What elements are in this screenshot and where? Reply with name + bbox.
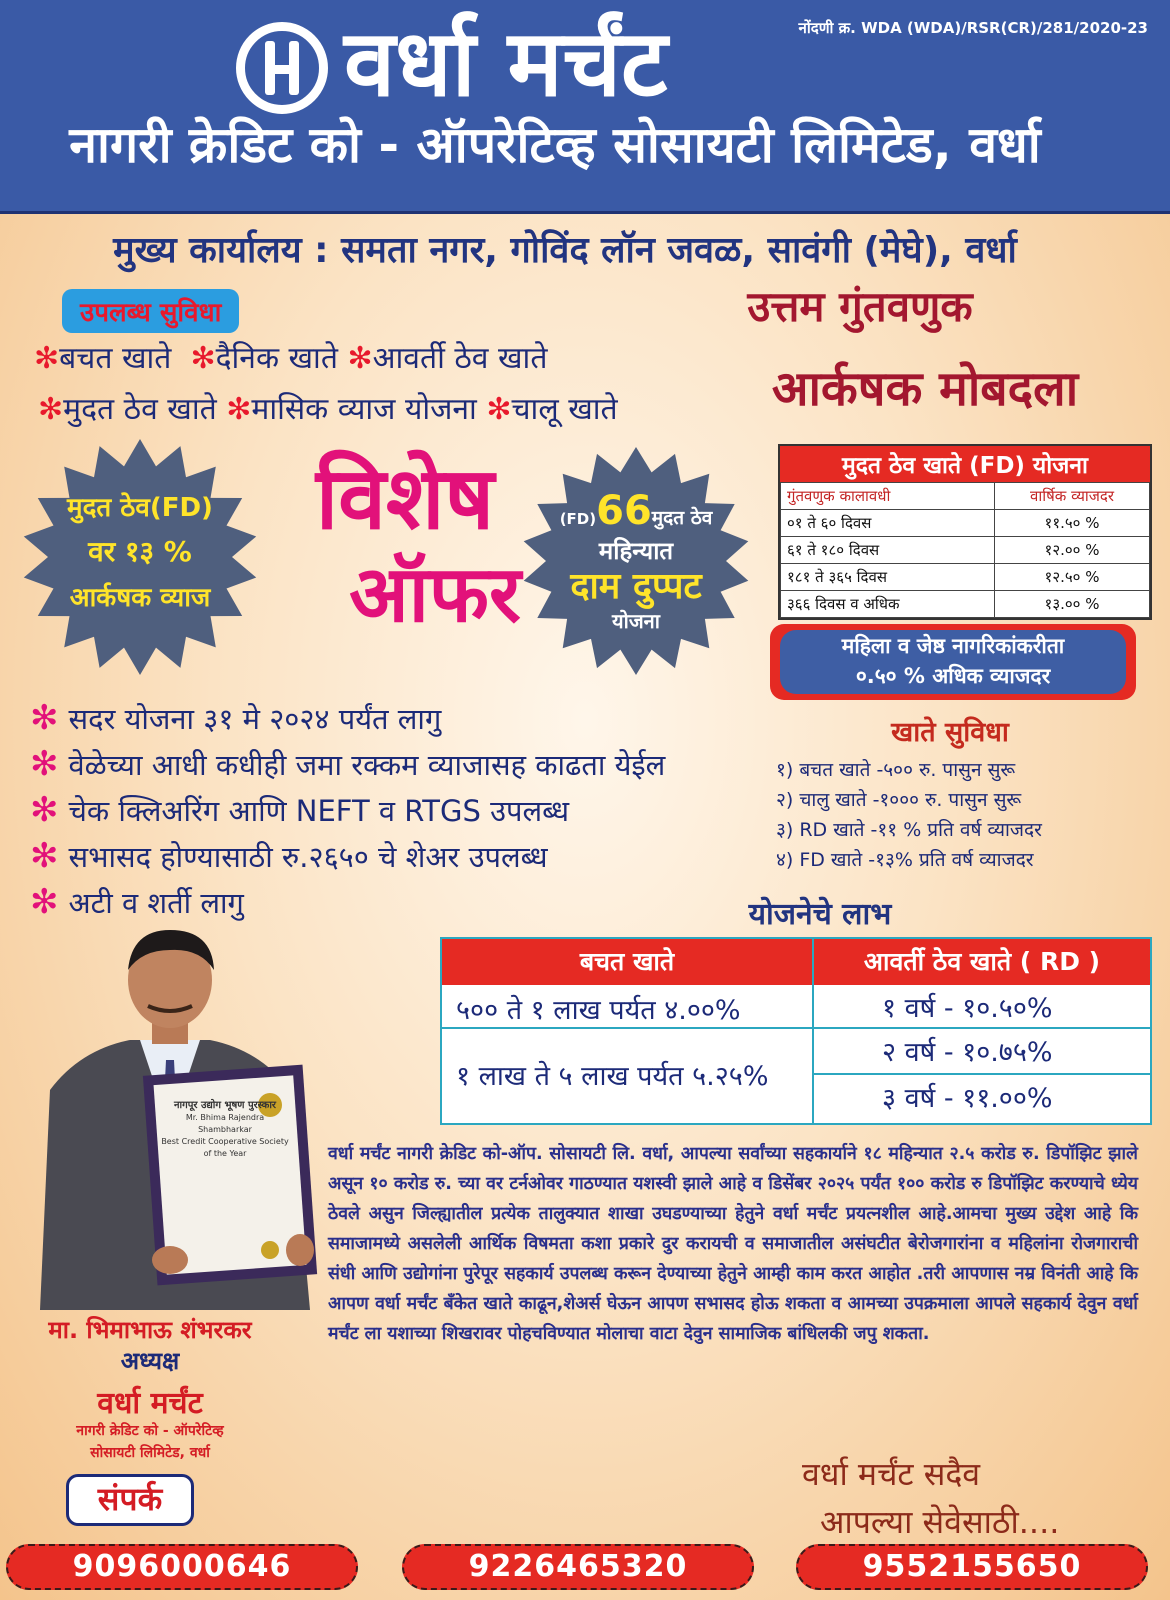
fd-table-header: गुंतवणुक कालावधी [781,483,995,510]
chairman-name: मा. भिमाभाऊ शंभरकर [48,1316,252,1344]
bullet-text: चेक क्लिअरिंग आणि NEFT व RTGS उपलब्ध [68,794,570,828]
bullet-text: सभासद होण्यासाठी रु.२६५० चे शेअर उपलब्ध [68,840,548,874]
scheme-bullet [30,698,441,738]
double-badge-line3: दाम दुप्पट [570,566,702,607]
asterisk-icon: ✻ [226,392,252,427]
head-office-address: मुख्य कार्यालय : समता नगर, गोविंद लॉन जवळ, सावंगी (मेघे), वर्धा [113,230,1017,271]
motto-line1: वर्धा मर्चंट सदैव [802,1455,981,1493]
best-investment-heading: उत्तम गुंतवणुक [747,282,973,331]
facility-item: मुदत ठेव खाते [63,392,217,427]
fd-period: १८१ ते ३६५ दिवस [781,564,995,591]
contact-label: संपर्क [66,1474,194,1526]
fd-period: ६१ ते १८० दिवस [781,537,995,564]
facility-item: मासिक व्याज योजना [251,392,477,427]
attractive-return-heading: आर्कषक मोबदला [771,361,1079,417]
org-sub-line2: सोसायटी लिमिटेड, वर्धा [90,1445,210,1461]
double-badge-prefix: (FD) [559,510,597,528]
account-facility-item: २) चालु खाते -१००० रु. पासुन सुरू [776,789,1022,811]
phone-number[interactable]: 9552155650 [796,1544,1148,1590]
fd-rate-table [778,444,1152,620]
benefits-table [440,937,1152,1125]
asterisk-icon: ✻ [30,790,59,830]
benefits-title: योजनेचे लाभ [748,897,892,932]
savings-rate-row: १ लाख ते ५ लाख पर्यत ५.२५% [456,1061,769,1092]
registration-number: नोंदणी क्र. WDA (WDA)/RSR(CR)/281/2020-23 [798,19,1148,37]
fd-rate: १२.०० % [995,537,1150,564]
women-offer-line2: ०.५० % अधिक व्याजदर [855,664,1051,688]
fd-table-header: वार्षिक व्याजदर [995,483,1150,510]
society-title: वर्धा मर्चंट [344,10,668,117]
rd-rate-row: २ वर्ष - १०.७५% [882,1037,1053,1068]
account-facility-item: १) बचत खाते -५०० रु. पासुन सुरू [776,759,1016,781]
table-row [781,564,1150,591]
women-senior-offer [770,624,1136,700]
special-offer-line1: विशेष [315,449,495,549]
fd-badge-line3: आर्कषक व्याज [69,583,211,613]
account-facility-item: ३) RD खाते -११ % प्रति वर्ष व्याजदर [776,819,1042,841]
double-badge-suffix: मुदत ठेव [651,507,713,529]
rd-rate-row: ३ वर्ष - ११.००% [882,1083,1053,1114]
header-banner [0,0,1170,214]
scheme-bullet [30,790,569,830]
asterisk-icon: ✻ [30,882,59,922]
asterisk-icon: ✻ [486,392,512,427]
bullet-text: सदर योजना ३१ मे २०२४ पर्यंत लागु [68,702,442,736]
double-badge-line4: योजना [612,608,660,633]
special-offer-line2: ऑफर [349,550,521,640]
bullet-text: वेळेच्या आधी कधीही जमा रक्कम व्याजासह काढता येईल [68,748,666,782]
table-row [781,591,1150,618]
asterisk-icon: ✻ [30,744,59,784]
award-certificate-text [160,1100,290,1160]
motto-line2: आपल्या सेवेसाठी.... [820,1503,1060,1541]
facilities-line-2 [38,387,618,428]
fd-period: ३६६ दिवस व अधिक [781,591,995,618]
account-facilities-title: खाते सुविधा [891,717,1009,748]
women-offer-line1: महिला व जेष्ठ नागरिकांकरीता [841,634,1065,658]
asterisk-icon: ✻ [30,836,59,876]
fd-rate: १२.५० % [995,564,1150,591]
rd-rate-row: १ वर्ष - १०.५०% [882,993,1053,1024]
double-money-text [530,488,742,634]
fd-rate: १३.०० % [995,591,1150,618]
asterisk-icon: ✻ [34,341,60,376]
account-facility-item: ४) FD खाते -१३% प्रति वर्ष व्याजदर [776,849,1034,871]
table-row [781,537,1150,564]
facilities-line-1 [34,336,547,377]
asterisk-icon: ✻ [347,341,373,376]
society-logo-icon [236,22,328,114]
award-category: Best Credit Cooperative Society of the Year [161,1137,289,1158]
facility-item: दैनिक खाते [215,341,338,376]
fd-table-title: मुदत ठेव खाते (FD) योजना [780,446,1150,482]
fd-badge-text [30,488,250,614]
org-sub-line1: नागरी क्रेडिट को - ऑपरेटिव्ह [76,1423,224,1439]
double-badge-line2: महिन्यात [598,537,674,565]
double-badge-months: 66 [596,488,652,534]
asterisk-icon: ✻ [30,698,59,738]
facility-item: चालू खाते [511,392,618,427]
scheme-bullet [30,744,665,784]
about-paragraph: वर्धा मर्चंट नागरी क्रेडिट को-ऑप. सोसायटी लि. वर्धा, आपल्या सर्वांच्या सहकार्याने १८ महिन्यात २.५ करोड रु. डिपॉझिट झाले असून १० करोड रु. च्या वर टर्नओवर गाठण्यात यशस्वी झाले आहे व डिसेंबर २०२५ पर्यंत १०० करोड रु डिपॉझिट करण्याचे ध्येय ठेवले असुन जिल्ह्यातील प्रत्येक तालुक्यात शाखा उघडण्याच्या हेतुने वर्धा मर्चंट प्रयत्नशील आहे.आमचा मुख्य उद्देश आहे कि समाजामध्ये असलेली आर्थिक विषमता कशा प्रकारे दुर करायची व समाजातील असंघटीत बेरोजगारांना व महिलांना रोजगाराची संधी आणि उद्योगांना पुरेपूर सहकार्य उपलब्ध करून देण्याच्या हेतुने आम्ही काम करत आहोत .तरी आपणास नम्र विनंती आहे कि आपण वर्धा मर्चंट बँकेत खाते काढून,शेअर्स घेऊन आपण सभासद होऊ शकता व आमच्या उपक्रमाला आपले सहकार्य देवुन वर्धा मर्चंट ला यशाच्या शिखरावर पोहचविण्यात मोलाचा वाटा देवुन सामाजिक बांधिलकी जपु शकता. [328,1144,1138,1344]
phone-number[interactable]: 9096000646 [6,1544,358,1590]
chairman-org: वर्धा मर्चंट [97,1386,203,1421]
rd-header: आवर्ती ठेव खाते ( RD ) [814,939,1150,985]
asterisk-icon: ✻ [190,341,216,376]
fd-badge-line2: वर १३ % [88,535,192,568]
bullet-text: अटी व शर्ती लागु [68,886,244,920]
award-name: Mr. Bhima Rajendra Shambharkar [185,1113,265,1134]
award-title: नागपूर उद्योग भूषण पुरस्कार [173,1100,277,1111]
savings-rate-row: ५०० ते १ लाख पर्यत ४.००% [456,995,741,1026]
asterisk-icon: ✻ [38,392,64,427]
fd-rate: ११.५० % [995,510,1150,537]
chairman-role: अध्यक्ष [120,1347,180,1375]
fd-badge-line1: मुदत ठेव(FD) [67,493,213,523]
facilities-badge: उपलब्ध सुविधा [62,289,239,333]
table-row [781,510,1150,537]
scheme-bullet [30,836,548,876]
facility-item: आवर्ती ठेव खाते [372,341,548,376]
society-subtitle: नागरी क्रेडिट को - ऑपरेटिव्ह सोसायटी लिमिटेड, वर्धा [69,116,1041,174]
facility-item: बचत खाते [59,341,172,376]
savings-header: बचत खाते [442,939,812,985]
chairman-org-sub [20,1420,280,1464]
fd-period: ०१ ते ६० दिवस [781,510,995,537]
phone-number[interactable]: 9226465320 [402,1544,754,1590]
scheme-bullet [30,882,244,922]
